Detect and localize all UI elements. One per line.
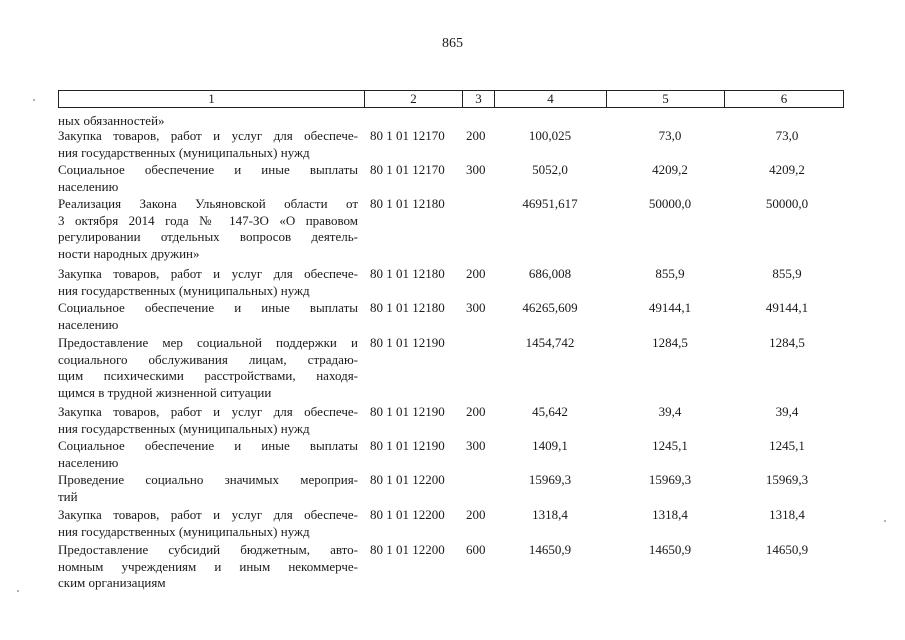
row-description bbox=[58, 162, 358, 195]
row-value-col6: 1245,1 bbox=[769, 438, 805, 453]
description-line: ния государственных (муниципальных) нужд bbox=[58, 523, 310, 539]
header-col-1: 1 bbox=[59, 91, 365, 107]
row-value-col5: 15969,3 bbox=[648, 472, 692, 487]
row-value-col5: 49144,1 bbox=[648, 300, 692, 315]
row-code: 80 1 01 12200 bbox=[370, 542, 445, 557]
row-description bbox=[58, 404, 358, 437]
description-line: щимся в трудной жизненной ситуации bbox=[58, 384, 272, 400]
row-value-col6: 4209,2 bbox=[769, 162, 805, 177]
row-expense-type: 200 bbox=[466, 128, 486, 143]
row-description bbox=[58, 438, 358, 471]
row-value-col4: 46951,617 bbox=[522, 196, 578, 211]
description-line: ных обязанностей» bbox=[58, 113, 165, 128]
row-expense-type: 200 bbox=[466, 266, 486, 281]
row-value-col4: 5052,0 bbox=[532, 162, 568, 177]
description-line: Закупка товаров, работ и услуг для обеспече- bbox=[58, 507, 358, 522]
row-value-col6: 15969,3 bbox=[765, 472, 809, 487]
description-line: Социальное обеспечение и иные выплаты bbox=[58, 300, 358, 315]
row-expense-type: 200 bbox=[466, 507, 486, 522]
header-col-5: 5 bbox=[607, 91, 725, 107]
description-line: населению bbox=[58, 178, 119, 194]
header-col-3: 3 bbox=[463, 91, 495, 107]
scan-speck bbox=[884, 520, 886, 522]
row-value-col5: 4209,2 bbox=[652, 162, 688, 177]
header-col-6: 6 bbox=[780, 91, 788, 106]
description-line: ния государственных (муниципальных) нужд bbox=[58, 144, 310, 160]
row-code: 80 1 01 12170 bbox=[370, 128, 445, 143]
description-line: Закупка товаров, работ и услуг для обеспече- bbox=[58, 128, 358, 143]
row-value-col4: 1409,1 bbox=[532, 438, 568, 453]
row-value-col4: 1318,4 bbox=[532, 507, 568, 522]
description-line: номным учреждениям и иным некоммерче- bbox=[58, 558, 358, 574]
description-line: Закупка товаров, работ и услуг для обеспече- bbox=[58, 404, 358, 419]
row-description bbox=[58, 335, 358, 401]
row-value-col5: 1318,4 bbox=[652, 507, 688, 522]
row-description bbox=[58, 196, 358, 262]
row-code: 80 1 01 12180 bbox=[370, 266, 445, 281]
row-description bbox=[58, 472, 358, 505]
row-value-col6: 1284,5 bbox=[769, 335, 805, 350]
row-value-col6: 39,4 bbox=[775, 404, 799, 419]
row-value-col5: 14650,9 bbox=[648, 542, 692, 557]
row-value-col4: 14650,9 bbox=[528, 542, 572, 557]
description-line: социального обслуживания лицам, страдаю- bbox=[58, 351, 358, 367]
row-value-col5: 1245,1 bbox=[652, 438, 688, 453]
row-code: 80 1 01 12190 bbox=[370, 335, 445, 350]
row-code: 80 1 01 12180 bbox=[370, 300, 445, 315]
description-line: ния государственных (муниципальных) нужд bbox=[58, 420, 310, 436]
description-line: Социальное обеспечение и иные выплаты bbox=[58, 162, 358, 177]
row-description bbox=[58, 507, 358, 540]
row-expense-type: 600 bbox=[466, 542, 486, 557]
scan-speck bbox=[33, 99, 35, 101]
row-code: 80 1 01 12200 bbox=[370, 507, 445, 522]
row-value-col4: 15969,3 bbox=[528, 472, 572, 487]
row-value-col5: 1284,5 bbox=[652, 335, 688, 350]
row-code: 80 1 01 12200 bbox=[370, 472, 445, 487]
row-expense-type: 300 bbox=[466, 162, 486, 177]
row-code: 80 1 01 12190 bbox=[370, 404, 445, 419]
scan-speck bbox=[17, 590, 19, 592]
description-line: Проведение социально значимых мероприя- bbox=[58, 472, 358, 487]
row-expense-type: 300 bbox=[466, 300, 486, 315]
description-line: Предоставление мер социальной поддержки и bbox=[58, 335, 358, 350]
row-code: 80 1 01 12180 bbox=[370, 196, 445, 211]
description-line: тий bbox=[58, 488, 78, 504]
row-value-col5: 50000,0 bbox=[648, 196, 692, 211]
row-value-col6: 1318,4 bbox=[769, 507, 805, 522]
row-description bbox=[58, 542, 358, 592]
description-line: Социальное обеспечение и иные выплаты bbox=[58, 438, 358, 453]
row-expense-type: 200 bbox=[466, 404, 486, 419]
description-line: ности народных дружин» bbox=[58, 245, 200, 261]
description-line: ния государственных (муниципальных) нужд bbox=[58, 282, 310, 298]
header-col-2: 2 bbox=[365, 91, 463, 107]
row-value-col4: 1454,742 bbox=[525, 335, 575, 350]
description-line: щим психическими расстройствами, находя- bbox=[58, 368, 358, 383]
row-value-col4: 45,642 bbox=[532, 404, 568, 419]
header-col-4: 4 bbox=[495, 91, 607, 107]
row-value-col5: 73,0 bbox=[658, 128, 682, 143]
description-line: Реализация Закона Ульяновской области от bbox=[58, 196, 358, 211]
row-expense-type: 300 bbox=[466, 438, 486, 453]
row-value-col4: 686,008 bbox=[528, 266, 572, 281]
description-line: населению bbox=[58, 316, 119, 332]
row-description bbox=[58, 266, 358, 299]
row-description bbox=[58, 128, 358, 161]
description-line: Закупка товаров, работ и услуг для обеспече- bbox=[58, 266, 358, 281]
description-line: 3 октября 2014 года № 147-ЗО «О правовом bbox=[58, 212, 358, 228]
row-value-col6: 73,0 bbox=[775, 128, 799, 143]
description-line: ским организациям bbox=[58, 575, 166, 590]
description-line: регулировании отдельных вопросов деятель- bbox=[58, 229, 358, 244]
row-code: 80 1 01 12190 bbox=[370, 438, 445, 453]
page-number: 865 bbox=[442, 36, 463, 51]
row-value-col6: 14650,9 bbox=[765, 542, 809, 557]
row-value-col6: 855,9 bbox=[772, 266, 802, 281]
row-value-col5: 855,9 bbox=[655, 266, 685, 281]
row-value-col5: 39,4 bbox=[658, 404, 682, 419]
row-value-col6: 50000,0 bbox=[765, 196, 809, 211]
row-value-col6: 49144,1 bbox=[765, 300, 809, 315]
description-line: населению bbox=[58, 454, 119, 470]
row-value-col4: 46265,609 bbox=[522, 300, 578, 315]
row-value-col4: 100,025 bbox=[528, 128, 572, 143]
description-line: Предоставление субсидий бюджетным, авто- bbox=[58, 542, 358, 557]
row-code: 80 1 01 12170 bbox=[370, 162, 445, 177]
table-header-row bbox=[58, 90, 844, 108]
row-description bbox=[58, 300, 358, 333]
